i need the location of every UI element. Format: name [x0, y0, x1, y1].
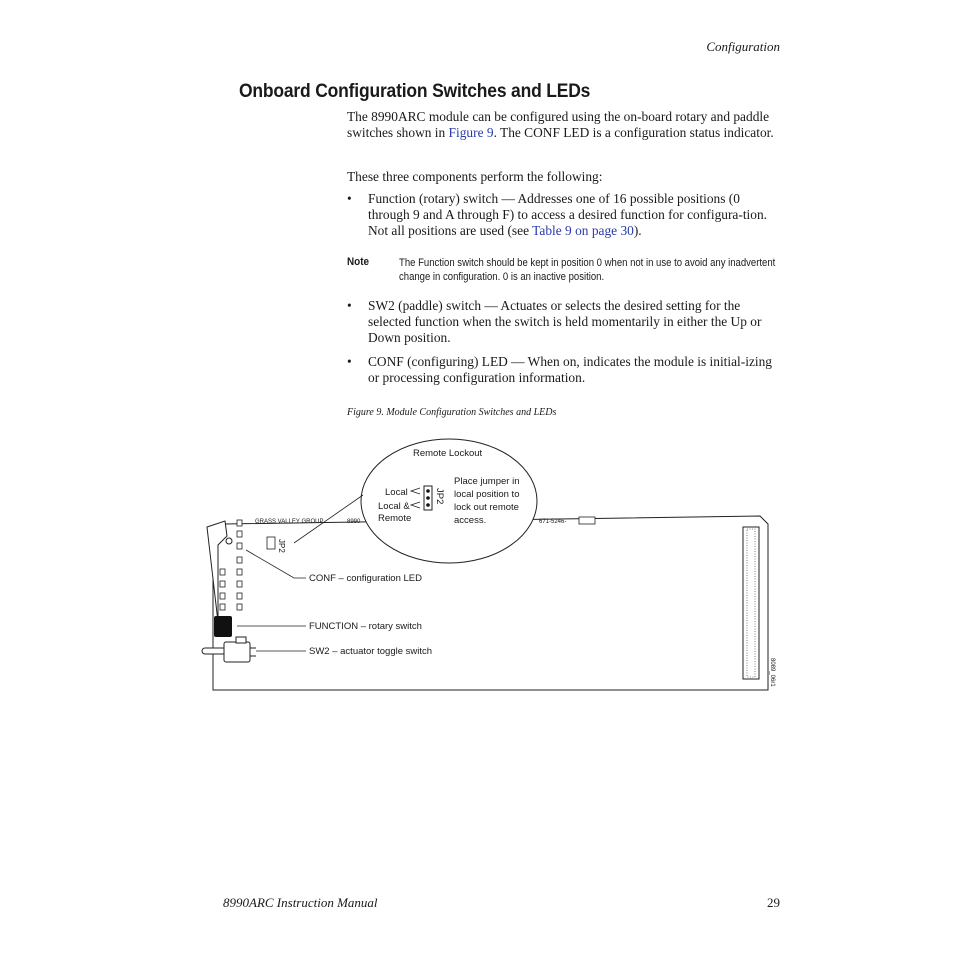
- part-label-box: [579, 517, 595, 524]
- figure-9-link[interactable]: Figure 9: [448, 125, 494, 140]
- leader-lines: [237, 550, 306, 651]
- bullet-dot: •: [347, 298, 352, 313]
- jp2-board-label: JP2: [277, 539, 286, 553]
- section-title: Onboard Configuration Switches and LEDs: [239, 81, 591, 102]
- function-rotary-switch: [214, 616, 232, 637]
- sw2-switch-label: SW2 – actuator toggle switch: [309, 646, 433, 657]
- table-9-link[interactable]: Table 9 on page 30: [532, 223, 634, 238]
- note-label: Note: [347, 256, 370, 268]
- board-model-text: 8990: [347, 519, 361, 525]
- jumper-note-line: local position to: [454, 489, 520, 500]
- conf-led-label: CONF – configuration LED: [309, 573, 422, 584]
- mount-hole: [226, 538, 232, 544]
- jp2-magnified-jumper: [424, 486, 432, 510]
- footer-manual-title: 8990ARC Instruction Manual: [223, 895, 378, 910]
- jumper-note-line: access.: [454, 515, 487, 526]
- footer-page-number: 29: [767, 895, 780, 910]
- jumper-note-line: lock out remote: [454, 502, 519, 513]
- sw2-toggle-switch: [202, 637, 256, 662]
- local-remote-label-1: Local &: [378, 501, 410, 512]
- bullet-dot: •: [347, 191, 352, 206]
- note-text: The Function switch should be kept in position 0 when not in use to avoid any inadvertent change in configuration. 0 is an inactive position.: [399, 257, 776, 283]
- figure-id: 8089_06r1: [769, 658, 775, 687]
- jp2-magnified-label: JP2: [434, 488, 445, 505]
- jumper-note-line: Place jumper in: [454, 476, 520, 487]
- board-brand-text: GRASS VALLEY GROUP: [255, 519, 324, 525]
- components-intro: These three components perform the following:: [347, 169, 603, 184]
- edge-connector: [743, 527, 759, 679]
- board-part-text: 671-5246-: [539, 519, 567, 525]
- running-header: Configuration: [706, 39, 780, 54]
- jp2-board-jumper: [267, 537, 275, 549]
- local-remote-label-2: Remote: [378, 513, 412, 524]
- remote-lockout-label: Remote Lockout: [413, 448, 483, 459]
- bullet-text: CONF (configuring) LED — When on, indicates the module is initial-izing or processing configuration information.: [368, 354, 773, 385]
- function-switch-label: FUNCTION – rotary switch: [309, 621, 422, 632]
- bullet-text: Function (rotary) switch — Addresses one of 16 possible positions (0 through 9 and A through F) to access a desired function for configura-tion. Not all positions are used (see Table 9 on page 30).: [368, 191, 768, 238]
- figure-caption: Figure 9. Module Configuration Switches and LEDs: [347, 407, 557, 418]
- bullet-dot: •: [347, 354, 352, 369]
- intro-text-1: The 8990ARC module can be configured using the on-board rotary and paddle switches shown in: [347, 109, 770, 140]
- intro-text-2: . The CONF LED is a configuration status indicator.: [493, 125, 774, 140]
- local-label: Local: [385, 487, 408, 498]
- bullet-text: SW2 (paddle) switch — Actuates or selects the desired setting for the selected function when the switch is held momentarily in either the Up or Down position.: [368, 298, 762, 345]
